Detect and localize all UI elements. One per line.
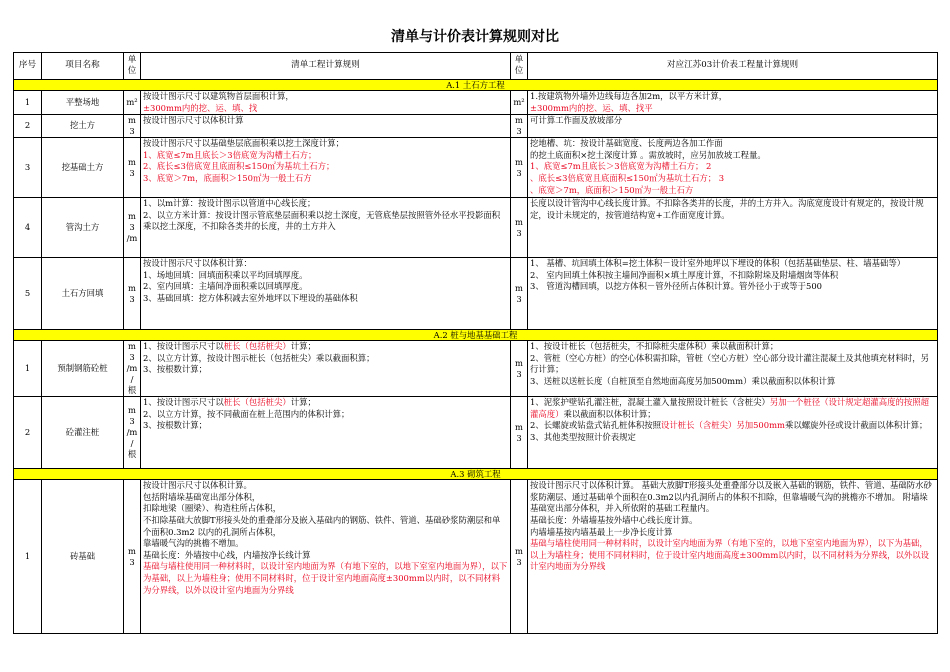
header-unit1: 单 位 — [124, 53, 141, 80]
rule-text: 内墙墙基按内墙基最上一步净长度计算 — [530, 526, 673, 537]
rule-text: 2、以立方计算，按不同截面在桩上范围内的体积计算； — [143, 408, 350, 419]
table-row — [14, 115, 938, 138]
rules-table — [13, 52, 938, 634]
header-row — [14, 53, 938, 80]
rule-text: ±300mm内的挖、运、填、找平 — [530, 102, 653, 113]
row-unit-1: m3 /m / 根 — [124, 397, 141, 469]
table-row — [14, 138, 938, 198]
row-unit-2: m3 — [511, 397, 528, 469]
row-seq: 1 — [14, 480, 42, 634]
row-rule-2 — [528, 341, 938, 397]
rule-text: 1、 基槽、坑回填土体积=挖土体积－设计室外地坪以下埋设的体积（包括基础垫层、柱、墙基础等） — [530, 258, 906, 269]
row-unit-1: m3 — [124, 115, 141, 138]
row-unit-2: m3 — [511, 480, 528, 634]
rule-text: 1、按设计桩长（包括桩尖，不扣除桩尖虚体积）乘以截面积计算； — [530, 341, 779, 352]
rule-text: 计算； — [290, 341, 316, 352]
row-unit-2: m3 — [511, 138, 528, 198]
row-unit-1: m3 /m / 根 — [124, 341, 141, 397]
table-row — [14, 341, 938, 397]
rule-text: 不扣除基础大放脚T形接头处的重叠部分及嵌入基础内的钢筋、铁件、管道、基础砂浆防潮层和单个面积0.3m2 以内的孔洞所占体积， — [143, 514, 501, 537]
rule-text: 3、其他类型按照计价表规定 — [530, 431, 636, 442]
rule-text: 乘以截面积以体积计算； — [563, 408, 656, 419]
rule-text: 基础长度：外墙墙基按外墙中心线长度计算。 — [530, 514, 698, 525]
row-unit-1: m² — [124, 91, 141, 115]
row-name: 砼灌注桩 — [42, 397, 124, 469]
header-unit2: 单 位 — [511, 53, 528, 80]
row-seq: 2 — [14, 115, 42, 138]
row-rule-1 — [141, 198, 511, 258]
row-rule-1 — [141, 397, 511, 469]
rule-text: 3、基础回填：挖方体积减去室外地坪以下埋设的基础体积 — [143, 292, 358, 303]
rule-text: 2、室内回填：主墙间净面积乘以回填厚度。 — [143, 281, 308, 292]
row-name: 预制钢筋砼桩 — [42, 341, 124, 397]
section-title: A.1 土石方工程 — [14, 80, 938, 91]
row-unit-2: m² — [511, 91, 528, 115]
header-rule1: 清单工程计算规则 — [141, 53, 511, 80]
rule-text: 1、以m计算：按设计图示以管道中心线长度； — [143, 198, 316, 209]
rule-text: 1、按设计图示尺寸以 — [143, 397, 224, 408]
rule-text: 设计桩长（含桩尖）另加500mm — [660, 420, 785, 431]
rule-text: 1、底宽≤7m且底长＞3倍底宽为沟槽土石方； 2 — [530, 161, 712, 172]
row-unit-1: m3 — [124, 138, 141, 198]
row-unit-1: m3 — [124, 480, 141, 634]
rule-text: 3、送桩以送桩长度（自桩顶至自然地面高度另加500mm）乘以截面积以体积计算 — [530, 375, 836, 386]
rule-text: 2、以立方米计算：按设计图示管底垫层面积乘以挖土深度，无管底垫层按照管外径水平投影面积乘以挖土深度，不扣除各类井的长度，井的土方并入 — [143, 209, 501, 232]
row-seq: 1 — [14, 341, 42, 397]
row-unit-1: m3 — [124, 258, 141, 330]
row-seq: 1 — [14, 91, 42, 115]
rule-text: 2、 室内回填土体积按主墙间净面积×填土厚度计算，不扣除附垛及附墙烟囱等体积 — [530, 269, 839, 280]
rule-text: 2、管桩（空心方桩）的空心体积需扣除，管桩（空心方桩）空心部分设计灌注混凝土及其他填充材料时，另行计算； — [530, 352, 929, 375]
rule-text: 桩长（包括桩尖） — [223, 397, 291, 408]
rule-text: 靠墙暖气沟的挑檐不增加。 — [143, 538, 244, 549]
rule-text: 3、按根数计算； — [143, 364, 207, 375]
rule-text: 挖地槽、坑：按设计基础宽度、长度两边各加工作面 — [530, 138, 723, 149]
section-title: A.3 砌筑工程 — [14, 469, 938, 480]
section-title: A.2 桩与地基基础工程 — [14, 330, 938, 341]
row-rule-1 — [141, 258, 511, 330]
row-seq: 5 — [14, 258, 42, 330]
rule-text: 基础与墙柱使用同一种材料时，以设计室内地面为界（有地下室的，以地下室室内地面为界），以下为基础，以上为墙柱身；使用不同材料时，位于设计室内地面高度±300mm以内时，以不同材料为分界线，以外以设计室内地面为分界线 — [530, 538, 930, 572]
rule-text: 按设计图示尺寸以体积计算。 — [143, 480, 252, 491]
rule-text: 、底宽＞7m，底面积＞150㎡为一般土石方 — [530, 184, 694, 195]
rule-text: 基础与墙柱使用同一种材料时，以设计室内地面为界（有地下室的，以地下室室内地面为界），以下为基础，以上为墙柱身；使用不同材料时，位于设计室内地面高度±300mm以内时，以不同材料为分界线，以外以设计室内地面为分界线 — [143, 561, 508, 595]
section-row — [14, 80, 938, 91]
row-rule-2 — [528, 91, 938, 115]
rule-text: 、底长≤3倍底宽且底面积≤150㎡为基坑土石方； 3 — [530, 172, 725, 183]
section-row — [14, 469, 938, 480]
row-rule-1 — [141, 138, 511, 198]
rule-text: 计算； — [290, 397, 316, 408]
row-rule-2 — [528, 480, 938, 634]
table-row — [14, 198, 938, 258]
row-seq: 3 — [14, 138, 42, 198]
row-name: 挖基础土方 — [42, 138, 124, 198]
row-unit-1: m3 /m — [124, 198, 141, 258]
rule-text: 3、按根数计算； — [143, 420, 207, 431]
rule-text: 按设计图示尺寸以体积计算。 基础大放脚T形接头处重叠部分以及嵌入基础的钢筋，铁件、管道、基础防水砂浆防潮层、通过基础单个面积在0.3m2以内孔洞所占的体积不扣除，但靠墙暖气沟的挑檐亦不增加。 附墙垛基础宽出部分体积，并入所依附的基础工程量内。 — [530, 480, 932, 514]
section-row — [14, 330, 938, 341]
row-rule-2 — [528, 115, 938, 138]
row-rule-1 — [141, 115, 511, 138]
row-rule-2 — [528, 198, 938, 258]
table-row — [14, 91, 938, 115]
row-rule-1 — [141, 480, 511, 634]
row-name: 砖基础 — [42, 480, 124, 634]
rule-text: 桩长（包括桩尖） — [223, 341, 291, 352]
row-rule-1 — [141, 341, 511, 397]
row-name: 平整场地 — [42, 91, 124, 115]
row-rule-2 — [528, 258, 938, 330]
rule-text: 的挖土底面积×挖土深度计算 。需放坡时，应另加放坡工程量。 — [530, 149, 766, 160]
page-title: 清单与计价表计算规则对比 — [391, 29, 559, 45]
rule-text: 2、以立方计算，按设计图示桩长（包括桩尖）乘以截面积算； — [143, 352, 375, 363]
table-row — [14, 258, 938, 330]
rule-text: 1、泥浆护壁钻孔灌注桩，混凝土灌入量按照设计桩长（含桩尖） — [530, 397, 770, 408]
row-seq: 4 — [14, 198, 42, 258]
rule-text: 长度以设计管沟中心线长度计算。不扣除各类井的长度，井的土方并入。沟底宽度设计有规定的，按设计规定，设计未规定的，按管道结构宽+工作面宽度计算。 — [530, 198, 924, 220]
row-rule-2 — [528, 138, 938, 198]
rule-text: 按设计图示尺寸以体积计算 — [143, 115, 244, 126]
header-name: 项目名称 — [42, 53, 124, 80]
header-rule2: 对应江苏03计价表工程量计算规则 — [528, 53, 938, 80]
row-rule-2 — [528, 397, 938, 469]
rule-text: 2、长螺旋或钻盘式钻孔桩体积按照 — [530, 420, 661, 431]
rule-text: 1、场地回填：回填面积乘以平均回填厚度。 — [143, 269, 308, 280]
row-unit-2: m3 — [511, 258, 528, 330]
rule-text: 扣除地梁（圈梁）、构造柱所占体积， — [143, 503, 282, 514]
rule-text: 2、底长≤3倍底宽且底面积≤150㎡为基坑土石方； — [143, 161, 335, 172]
header-seq: 序号 — [14, 53, 42, 80]
rule-text: 3、 管道沟槽回填，以挖方体积－管外径所占体积计算。管外径小于或等于500 — [530, 281, 822, 292]
row-name: 土石方回填 — [42, 258, 124, 330]
row-unit-2: m3 — [511, 198, 528, 258]
row-name: 挖土方 — [42, 115, 124, 138]
rule-text: 按设计图示尺寸以基础垫层底面积乘以挖土深度计算； — [143, 138, 344, 149]
rule-text: 按设计图示尺寸以体积计算： — [143, 258, 252, 269]
rule-text: 可计算工作面及放坡部分 — [530, 115, 623, 126]
row-name: 管沟土方 — [42, 198, 124, 258]
rule-text: 基础长度：外墙按中心线，内墙按净长线计算 — [143, 549, 311, 560]
rule-text: 按设计图示尺寸以建筑物首层面积计算， — [143, 91, 294, 101]
rule-text: 包括附墙垛基础宽出部分体积， — [143, 491, 261, 502]
table-row — [14, 397, 938, 469]
rule-text: 1、按设计图示尺寸以 — [143, 341, 224, 352]
row-unit-2: m3 — [511, 341, 528, 397]
rule-text: 另加一个桩径（设计规定超灌高度的按照超灌高度） — [530, 397, 929, 419]
rule-text: 乘以螺旋外径或设计截面以体积计算； — [784, 420, 928, 431]
row-rule-1 — [141, 91, 511, 115]
rule-text: 1、底宽≤7m且底长＞3倍底宽为沟槽土石方； — [143, 149, 317, 160]
rule-text: 1.按建筑物外墙外边线每边各加2m，以平方米计算， — [530, 91, 728, 101]
table-row — [14, 480, 938, 634]
row-seq: 2 — [14, 397, 42, 469]
row-unit-2: m3 — [511, 115, 528, 138]
rule-text: 3、底宽＞7m，底面积＞150㎡为一般土石方 — [143, 172, 312, 183]
rule-text: ±300mm内的挖、运、填、找 — [143, 102, 258, 113]
